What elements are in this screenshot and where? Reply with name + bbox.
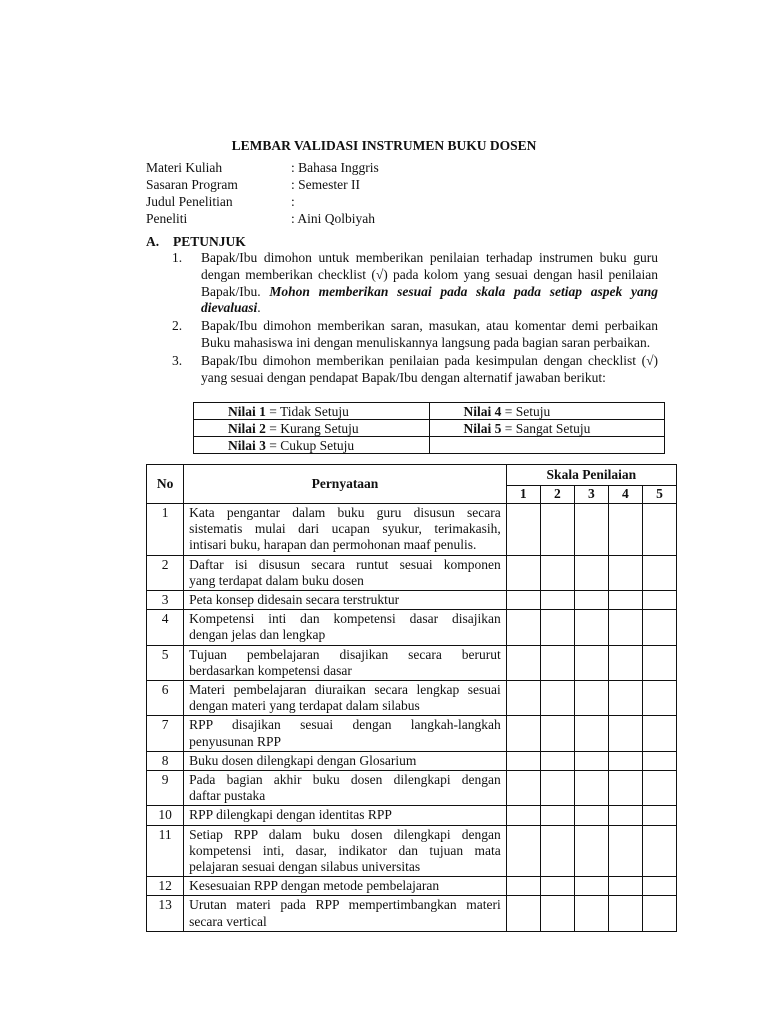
legend-key: Nilai 1	[228, 403, 266, 419]
score-checkbox-cell[interactable]	[540, 555, 574, 590]
score-checkbox-cell[interactable]	[608, 591, 642, 610]
row-statement	[184, 877, 507, 896]
statement-line: Tujuan pembelajaran disajikan secara berurut	[189, 646, 501, 662]
score-checkbox-cell[interactable]	[642, 504, 676, 556]
score-checkbox-cell[interactable]	[506, 716, 540, 751]
score-checkbox-cell[interactable]	[608, 896, 642, 931]
score-checkbox-cell[interactable]	[574, 504, 608, 556]
score-checkbox-cell[interactable]	[574, 591, 608, 610]
row-statement	[184, 751, 507, 770]
score-checkbox-cell[interactable]	[574, 877, 608, 896]
statement-line: Daftar isi disusun secara runtut sesuai komponen	[189, 556, 501, 572]
legend-cell	[194, 403, 430, 420]
row-statement	[184, 645, 507, 680]
statement-line: dengan jelas dan lengkap	[189, 627, 326, 643]
score-checkbox-cell[interactable]	[642, 751, 676, 770]
meta-value: : Semester II	[291, 177, 360, 192]
document-title: LEMBAR VALIDASI INSTRUMEN BUKU DOSEN	[231, 138, 537, 153]
row-number: 1	[147, 504, 184, 556]
statement-line: Pada bagian akhir buku dosen dilengkapi dengan	[189, 772, 501, 788]
score-checkbox-cell[interactable]	[506, 591, 540, 610]
statement-line: RPP disajikan sesuai dengan langkah-langkah	[189, 717, 501, 733]
statement-line: penyusunan RPP	[189, 733, 282, 749]
table-row	[147, 610, 677, 645]
statement-line: Peta konsep didesain secara terstruktur	[189, 592, 400, 608]
statement-line: berdasarkan kompetensi dasar	[189, 662, 352, 678]
table-row	[147, 825, 677, 877]
statement-line: daftar pustaka	[189, 788, 266, 804]
score-checkbox-cell[interactable]	[608, 645, 642, 680]
instruction-number: 2.	[172, 318, 183, 334]
row-number: 10	[147, 806, 184, 825]
score-checkbox-cell[interactable]	[608, 771, 642, 806]
meta-label: Judul Penelitian	[146, 194, 233, 209]
instruction-text	[201, 353, 658, 387]
score-checkbox-cell[interactable]	[608, 751, 642, 770]
instruction-body: Bapak/Ibu dimohon memberikan penilaian pada kesimpulan dengan checklist (√) yang sesuai dengan pendapat Bapak/Ibu dengan alternatif jawaban berikut:	[201, 352, 658, 385]
score-checkbox-cell[interactable]	[506, 645, 540, 680]
legend-key: Nilai 4	[463, 403, 502, 419]
legend-cell	[194, 437, 430, 454]
score-checkbox-cell[interactable]	[642, 681, 676, 716]
legend-desc: = Sangat Setuju	[501, 420, 591, 436]
row-number: 12	[147, 877, 184, 896]
row-number: 4	[147, 610, 184, 645]
legend-cell	[429, 437, 665, 454]
table-row	[147, 806, 677, 825]
legend-key: Nilai 5	[463, 420, 502, 436]
legend-key: Nilai 2	[228, 420, 266, 436]
score-checkbox-cell[interactable]	[540, 751, 574, 770]
score-checkbox-cell[interactable]	[506, 555, 540, 590]
score-checkbox-cell[interactable]	[574, 645, 608, 680]
table-row	[147, 555, 677, 590]
score-checkbox-cell[interactable]	[574, 896, 608, 931]
score-checkbox-cell[interactable]	[574, 610, 608, 645]
score-checkbox-cell[interactable]	[540, 645, 574, 680]
section-heading	[146, 234, 246, 250]
rating-legend-table	[193, 402, 665, 454]
instruction-text	[201, 250, 658, 317]
statement-line: pelajaran sesuai dengan silabus universitas	[189, 859, 421, 875]
score-checkbox-cell[interactable]	[540, 771, 574, 806]
table-row	[147, 591, 677, 610]
score-checkbox-cell[interactable]	[608, 681, 642, 716]
row-statement	[184, 610, 507, 645]
statement-line: intisari buku, harapan dan permohonan maaf penulis.	[189, 537, 477, 553]
meta-label: Sasaran Program	[146, 177, 238, 192]
row-statement	[184, 504, 507, 556]
statement-line: sistematis mulai dari ucapan syukur, terimakasih,	[189, 521, 501, 537]
table-row	[147, 645, 677, 680]
score-checkbox-cell[interactable]	[642, 645, 676, 680]
score-checkbox-cell[interactable]	[506, 825, 540, 877]
instruction-item	[172, 353, 658, 387]
score-checkbox-cell[interactable]	[506, 896, 540, 931]
meta-value: : Bahasa Inggris	[291, 160, 379, 175]
statement-line: kompetensi inti, dasar, indikator dan tujuan mata	[189, 842, 501, 858]
score-checkbox-cell[interactable]	[540, 896, 574, 931]
header-scale-value: 5	[642, 485, 676, 503]
meta-label: Peneliti	[146, 211, 188, 226]
row-statement	[184, 555, 507, 590]
score-checkbox-cell[interactable]	[574, 825, 608, 877]
instruction-item	[172, 250, 658, 317]
legend-desc: = Setuju	[501, 403, 551, 419]
score-checkbox-cell[interactable]	[608, 504, 642, 556]
row-statement	[184, 591, 507, 610]
legend-row	[194, 420, 665, 437]
meta-row	[146, 176, 591, 193]
score-checkbox-cell[interactable]	[642, 591, 676, 610]
legend-desc: = Cukup Setuju	[265, 437, 355, 453]
meta-row	[146, 210, 591, 227]
score-checkbox-cell[interactable]	[642, 610, 676, 645]
score-checkbox-cell[interactable]	[574, 806, 608, 825]
header-scale-value: 2	[540, 485, 574, 503]
statement-line: Materi pembelajaran diuraikan secara lengkap sesuai	[189, 682, 501, 698]
instruction-number: 3.	[172, 352, 183, 368]
statement-line: Kesesuaian RPP dengan metode pembelajaran	[189, 878, 440, 894]
row-number: 8	[147, 751, 184, 770]
meta-value: :	[291, 194, 295, 209]
score-checkbox-cell[interactable]	[574, 681, 608, 716]
score-checkbox-cell[interactable]	[608, 877, 642, 896]
score-checkbox-cell[interactable]	[506, 751, 540, 770]
instructions-list	[172, 250, 658, 386]
row-number: 11	[147, 825, 184, 877]
score-checkbox-cell[interactable]	[574, 555, 608, 590]
statement-line: Buku dosen dilengkapi dengan Glosarium	[189, 752, 417, 768]
score-checkbox-cell[interactable]	[540, 716, 574, 751]
legend-desc: = Kurang Setuju	[265, 420, 359, 436]
row-statement	[184, 825, 507, 877]
score-checkbox-cell[interactable]	[506, 806, 540, 825]
header-no: No	[147, 465, 184, 504]
row-number: 9	[147, 771, 184, 806]
table-row	[147, 771, 677, 806]
row-statement	[184, 681, 507, 716]
score-checkbox-cell[interactable]	[608, 555, 642, 590]
instruction-text	[201, 318, 658, 352]
legend-row	[194, 437, 665, 454]
instruction-item	[172, 318, 658, 352]
instruction-emphasis: Mohon memberikan sesuai pada skala pada setiap aspek yang dievaluasi	[201, 283, 658, 316]
instruction-body: Bapak/Ibu dimohon memberikan saran, masukan, atau komentar demi perbaikan Buku mahasiswa ini dengan menuliskannya langsung pada bagian saran perbaikan.	[201, 318, 658, 350]
statement-line: Kompetensi inti dan kompetensi dasar disajikan	[189, 611, 501, 627]
header-statement: Pernyataan	[184, 465, 507, 504]
score-checkbox-cell[interactable]	[608, 825, 642, 877]
row-number: 7	[147, 716, 184, 751]
score-checkbox-cell[interactable]	[642, 716, 676, 751]
legend-row	[194, 403, 665, 420]
table-row	[147, 751, 677, 770]
row-number: 5	[147, 645, 184, 680]
score-checkbox-cell[interactable]	[506, 877, 540, 896]
meta-row	[146, 159, 591, 176]
score-checkbox-cell[interactable]	[506, 771, 540, 806]
table-row	[147, 681, 677, 716]
row-number: 13	[147, 896, 184, 931]
score-checkbox-cell[interactable]	[642, 771, 676, 806]
score-checkbox-cell[interactable]	[642, 825, 676, 877]
section-letter: A.	[146, 234, 160, 249]
instruction-tail: .	[257, 300, 261, 316]
score-checkbox-cell[interactable]	[608, 716, 642, 751]
score-checkbox-cell[interactable]	[574, 751, 608, 770]
meta-value: : Aini Qolbiyah	[291, 211, 375, 226]
document-meta	[146, 159, 591, 227]
statement-line: dengan materi yang terdapat dalam silabus	[189, 698, 420, 714]
statement-line: Kata pengantar dalam buku guru disusun secara	[189, 505, 501, 520]
row-statement	[184, 896, 507, 931]
validation-table	[146, 464, 677, 932]
table-row	[147, 716, 677, 751]
score-checkbox-cell[interactable]	[506, 504, 540, 556]
legend-cell	[429, 420, 665, 437]
instruction-number: 1.	[172, 250, 183, 265]
instruction-body: Bapak/Ibu dimohon untuk memberikan penilaian terhadap instrumen buku guru dengan memberikan checklist (√) pada kolom yang sesuai dengan hasil penilaian Bapak/Ibu.	[201, 250, 658, 299]
score-checkbox-cell[interactable]	[540, 610, 574, 645]
score-checkbox-cell[interactable]	[642, 555, 676, 590]
row-number: 6	[147, 681, 184, 716]
table-row	[147, 504, 677, 556]
row-number: 2	[147, 555, 184, 590]
score-checkbox-cell[interactable]	[608, 806, 642, 825]
score-checkbox-cell[interactable]	[574, 716, 608, 751]
header-scale: Skala Penilaian	[506, 465, 676, 486]
legend-cell	[194, 420, 430, 437]
table-row	[147, 877, 677, 896]
statement-line: Setiap RPP dalam buku dosen dilengkapi dengan	[189, 826, 501, 842]
row-number: 3	[147, 591, 184, 610]
row-statement	[184, 806, 507, 825]
score-checkbox-cell[interactable]	[608, 610, 642, 645]
statement-line: RPP dilengkapi dengan identitas RPP	[189, 807, 392, 823]
score-checkbox-cell[interactable]	[540, 877, 574, 896]
statement-line: yang terdapat dalam buku dosen	[189, 572, 364, 588]
meta-label: Materi Kuliah	[146, 160, 223, 175]
score-checkbox-cell[interactable]	[574, 771, 608, 806]
score-checkbox-cell[interactable]	[540, 504, 574, 556]
section-title: PETUNJUK	[173, 234, 246, 249]
score-checkbox-cell[interactable]	[642, 877, 676, 896]
meta-row	[146, 193, 591, 210]
score-checkbox-cell[interactable]	[506, 681, 540, 716]
score-checkbox-cell[interactable]	[642, 806, 676, 825]
statement-line: secara vertical	[189, 913, 267, 929]
score-checkbox-cell[interactable]	[540, 825, 574, 877]
score-checkbox-cell[interactable]	[540, 591, 574, 610]
score-checkbox-cell[interactable]	[506, 610, 540, 645]
score-checkbox-cell[interactable]	[642, 896, 676, 931]
score-checkbox-cell[interactable]	[540, 806, 574, 825]
statement-line: Urutan materi pada RPP mempertimbangkan materi	[189, 897, 501, 913]
table-header-row	[147, 465, 677, 486]
legend-desc: = Tidak Setuju	[265, 403, 349, 419]
header-scale-value: 1	[506, 485, 540, 503]
row-statement	[184, 771, 507, 806]
legend-key: Nilai 3	[228, 437, 266, 453]
table-row	[147, 896, 677, 931]
row-statement	[184, 716, 507, 751]
legend-cell	[429, 403, 665, 420]
score-checkbox-cell[interactable]	[540, 681, 574, 716]
header-scale-value: 3	[574, 485, 608, 503]
header-scale-value: 4	[608, 485, 642, 503]
